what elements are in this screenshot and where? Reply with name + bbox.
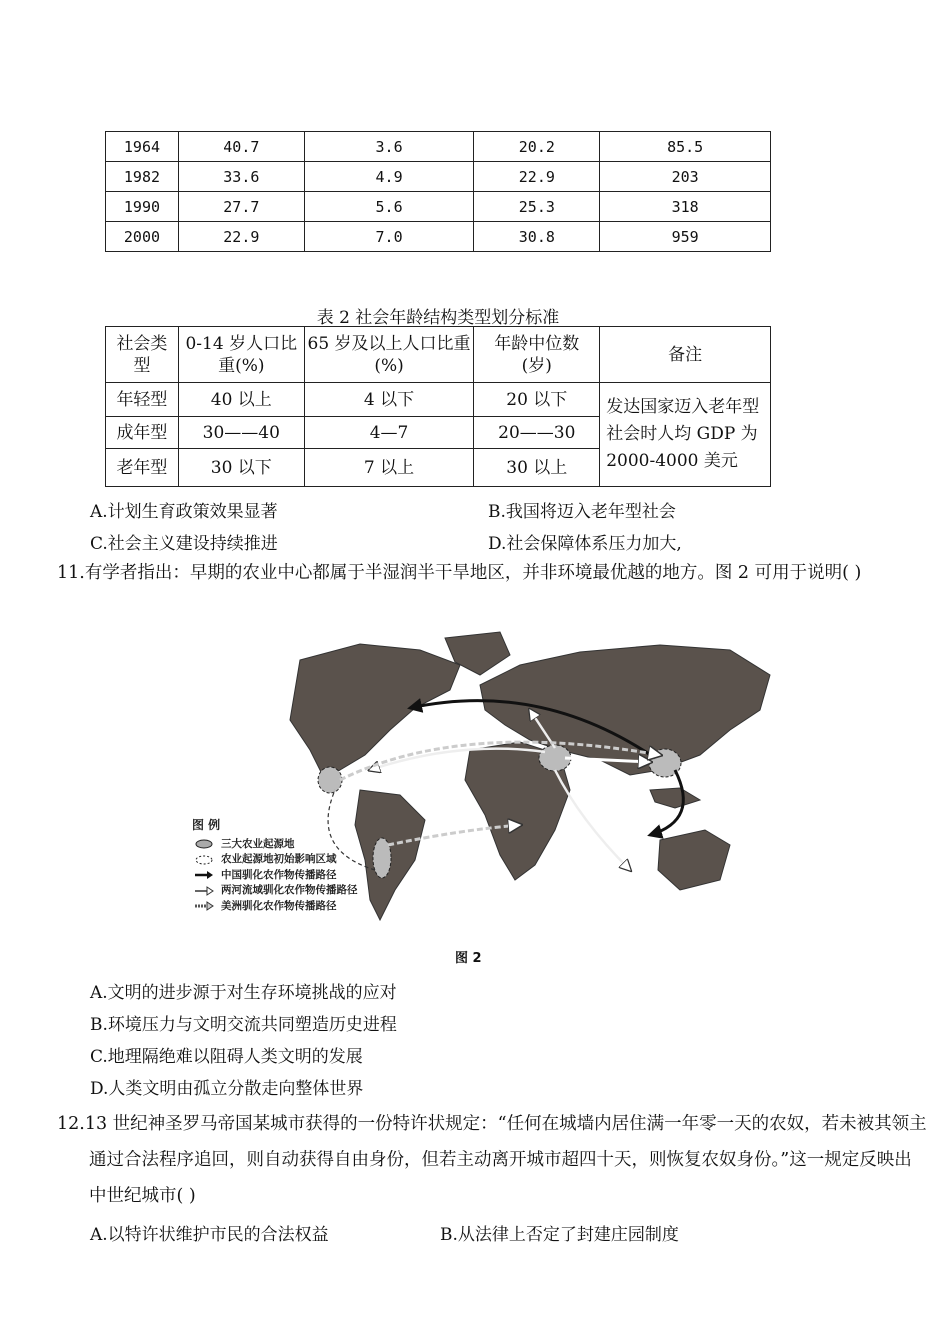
age-structure-table bbox=[105, 326, 771, 487]
map-legend bbox=[192, 818, 358, 914]
table-cell: 33.6 bbox=[178, 162, 304, 192]
q12-option-b: B.从法律上否定了封建庄园制度 bbox=[440, 1225, 679, 1245]
value-cell: 20 以下 bbox=[474, 383, 600, 417]
type-cell: 年轻型 bbox=[106, 383, 179, 417]
q11-stem: 11.有学者指出：早期的农业中心都属于半湿润半干旱地区，并非环境最优越的地方。图 2 可用于说明( ) bbox=[57, 563, 862, 583]
q12-option-a: A.以特许状维护市民的合法权益 bbox=[90, 1225, 329, 1245]
type-cell: 成年型 bbox=[106, 417, 179, 449]
value-cell: 30——40 bbox=[178, 417, 304, 449]
table-cell: 25.3 bbox=[474, 192, 600, 222]
legend-title: 图 例 bbox=[192, 818, 221, 832]
table-cell: 40.7 bbox=[178, 132, 304, 162]
table-cell: 318 bbox=[600, 192, 771, 222]
legend-row bbox=[192, 837, 358, 853]
q12-stem: 12.13 世纪神圣罗马帝国某城市获得的一份特许状规定：“任何在城墙内居住满一年零一天的农奴，若未被其领主通过合法程序追回，则自动获得自由身份，但若主动离开城市超四十天，则恢复农奴身份。”这一规定反映出中世纪城市( ) bbox=[57, 1114, 927, 1206]
q10-option-c: C.社会主义建设持续推进 bbox=[90, 534, 278, 554]
header-cell: 65 岁及以上人口比重(%) bbox=[304, 327, 474, 383]
legend-row bbox=[192, 852, 358, 868]
white-arrow-icon bbox=[192, 885, 216, 897]
q11-option-a: A.文明的进步源于对生存环境挑战的应对 bbox=[90, 983, 397, 1003]
table-cell: 3.6 bbox=[304, 132, 474, 162]
legend-label: 两河流域驯化农作物传播路径 bbox=[221, 884, 358, 896]
table-cell: 959 bbox=[600, 222, 771, 252]
black-arrow-icon bbox=[192, 869, 216, 881]
table-cell: 27.7 bbox=[178, 192, 304, 222]
table-cell: 1982 bbox=[106, 162, 179, 192]
value-cell: 40 以上 bbox=[178, 383, 304, 417]
population-table-body bbox=[106, 132, 771, 252]
table-cell: 85.5 bbox=[600, 132, 771, 162]
table-cell: 1964 bbox=[106, 132, 179, 162]
legend-label: 中国驯化农作物传播路径 bbox=[221, 868, 337, 881]
header-cell: 0-14 岁人口比重(%) bbox=[178, 327, 304, 383]
note-cell: 发达国家迈入老年型社会时人均 GDP 为 2000-4000 美元 bbox=[600, 383, 771, 487]
q10-option-b: B.我国将迈入老年型社会 bbox=[488, 502, 676, 522]
q11-option-d: D.人类文明由孤立分散走向整体世界 bbox=[90, 1079, 364, 1099]
legend-row bbox=[192, 868, 358, 884]
value-cell: 4—7 bbox=[304, 417, 474, 449]
southeast-asia-shape bbox=[650, 788, 700, 808]
q10-option-d: D.社会保障体系压力加大, bbox=[488, 534, 682, 554]
type-cell: 老年型 bbox=[106, 449, 179, 487]
australia-shape bbox=[658, 830, 730, 890]
legend-label: 农业起源地初始影响区域 bbox=[221, 853, 337, 865]
table2-caption: 表 2 社会年龄结构类型划分标准 bbox=[316, 308, 560, 328]
origin-mesoamerica bbox=[318, 767, 342, 793]
q10-option-a: A.计划生育政策效果显著 bbox=[90, 502, 278, 522]
q11-option-b: B.环境压力与文明交流共同塑造历史进程 bbox=[90, 1015, 397, 1035]
table-cell: 203 bbox=[600, 162, 771, 192]
table-cell: 20.2 bbox=[474, 132, 600, 162]
table-row bbox=[106, 132, 771, 162]
table-cell: 5.6 bbox=[304, 192, 474, 222]
table-cell: 22.9 bbox=[474, 162, 600, 192]
legend-row bbox=[192, 883, 358, 899]
table-row bbox=[106, 162, 771, 192]
value-cell: 30 以上 bbox=[474, 449, 600, 487]
table-cell: 30.8 bbox=[474, 222, 600, 252]
legend-label: 三大农业起源地 bbox=[221, 837, 295, 850]
value-cell: 4 以下 bbox=[304, 383, 474, 417]
value-cell: 20——30 bbox=[474, 417, 600, 449]
table-row bbox=[106, 222, 771, 252]
q11-option-c: C.地理隔绝难以阻碍人类文明的发展 bbox=[90, 1047, 363, 1067]
header-cell: 年龄中位数(岁) bbox=[474, 327, 600, 383]
origin-area-icon bbox=[192, 838, 216, 850]
legend-label: 美洲驯化农作物传播路径 bbox=[221, 899, 337, 912]
value-cell: 7 以上 bbox=[304, 449, 474, 487]
table-cell: 4.9 bbox=[304, 162, 474, 192]
table-row bbox=[106, 192, 771, 222]
table-cell: 1990 bbox=[106, 192, 179, 222]
population-table bbox=[105, 131, 771, 252]
legend-row bbox=[192, 899, 358, 915]
north-america-shape bbox=[290, 644, 460, 780]
table-cell: 2000 bbox=[106, 222, 179, 252]
header-cell: 备注 bbox=[600, 327, 771, 383]
hatched-arrow-icon bbox=[192, 900, 216, 912]
figure-label: 图 2 bbox=[455, 951, 482, 966]
header-cell: 社会类型 bbox=[106, 327, 179, 383]
value-cell: 30 以下 bbox=[178, 449, 304, 487]
table-cell: 7.0 bbox=[304, 222, 474, 252]
table-cell: 22.9 bbox=[178, 222, 304, 252]
influence-area-icon bbox=[192, 854, 216, 866]
